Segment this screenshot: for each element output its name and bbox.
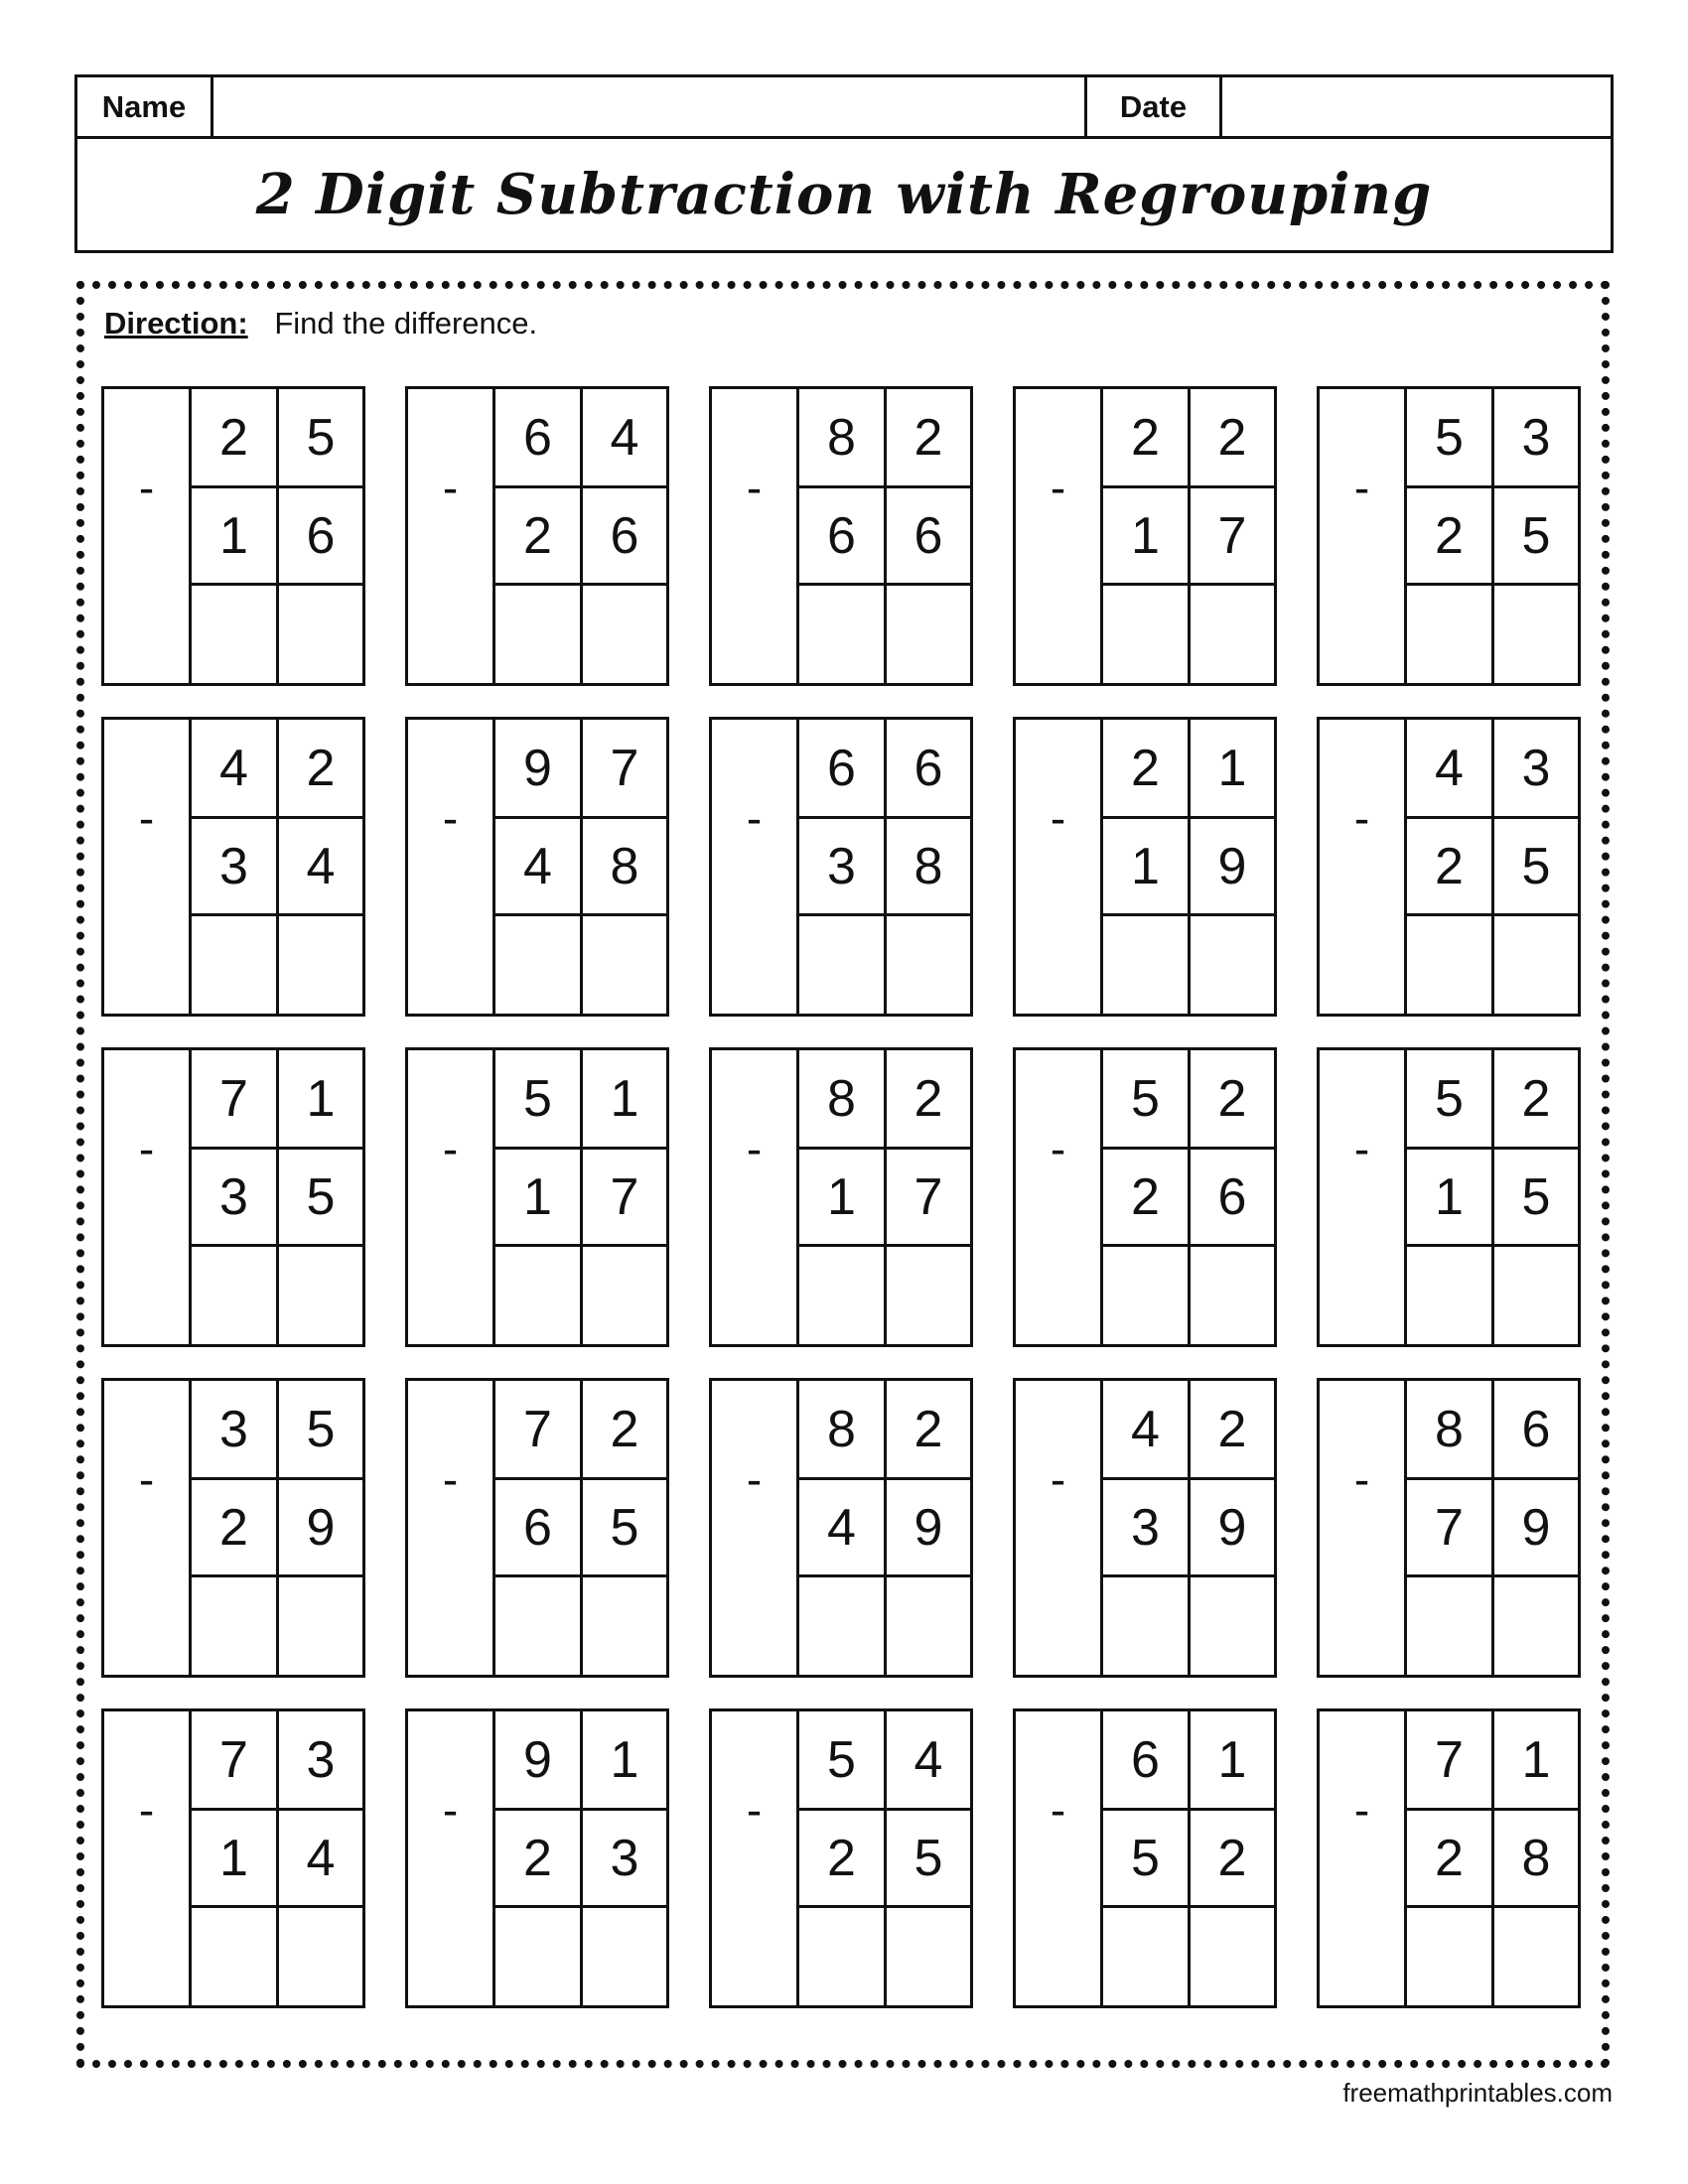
subtraction-problem bbox=[709, 1708, 973, 2008]
answer-tens-box[interactable] bbox=[1103, 1908, 1191, 2005]
minuend-ones-digit: 4 bbox=[583, 389, 666, 488]
answer-ones-box[interactable] bbox=[1494, 1908, 1578, 2005]
answer-tens-box[interactable] bbox=[1103, 586, 1191, 683]
minuend-ones-digit: 2 bbox=[583, 1381, 666, 1480]
subtrahend-ones-digit: 9 bbox=[1191, 1480, 1274, 1577]
subtrahend-tens-digit: 1 bbox=[1103, 819, 1191, 916]
subtrahend-ones-digit: 9 bbox=[279, 1480, 362, 1577]
answer-ones-box[interactable] bbox=[583, 586, 666, 683]
minus-sign: - bbox=[712, 389, 799, 586]
answer-ones-box[interactable] bbox=[1494, 1247, 1578, 1344]
subtrahend-tens-digit: 2 bbox=[1103, 1150, 1191, 1247]
subtrahend-ones-digit: 9 bbox=[1494, 1480, 1578, 1577]
answer-ones-box[interactable] bbox=[279, 586, 362, 683]
subtraction-problem bbox=[1317, 1708, 1581, 2008]
answer-sign-box[interactable] bbox=[408, 1247, 495, 1344]
minus-sign: - bbox=[1320, 1711, 1407, 1908]
subtrahend-tens-digit: 2 bbox=[1407, 488, 1494, 586]
answer-ones-box[interactable] bbox=[887, 1908, 970, 2005]
subtrahend-tens-digit: 1 bbox=[1407, 1150, 1494, 1247]
answer-tens-box[interactable] bbox=[495, 586, 583, 683]
minuend-ones-digit: 1 bbox=[1494, 1711, 1578, 1811]
subtrahend-ones-digit: 6 bbox=[279, 488, 362, 586]
answer-tens-box[interactable] bbox=[192, 916, 279, 1014]
subtraction-problem bbox=[1013, 386, 1277, 686]
direction-label: Direction: bbox=[104, 306, 248, 341]
answer-ones-box[interactable] bbox=[1494, 1577, 1578, 1675]
minuend-tens-digit: 9 bbox=[495, 720, 583, 819]
answer-tens-box[interactable] bbox=[495, 1908, 583, 2005]
answer-tens-box[interactable] bbox=[1407, 586, 1494, 683]
subtrahend-ones-digit: 3 bbox=[583, 1811, 666, 1908]
subtrahend-tens-digit: 2 bbox=[799, 1811, 887, 1908]
subtrahend-tens-digit: 4 bbox=[495, 819, 583, 916]
minuend-tens-digit: 8 bbox=[799, 1050, 887, 1150]
minuend-tens-digit: 5 bbox=[495, 1050, 583, 1150]
minuend-ones-digit: 2 bbox=[1191, 389, 1274, 488]
answer-sign-box[interactable] bbox=[712, 1247, 799, 1344]
minus-sign: - bbox=[1016, 389, 1103, 586]
minuend-ones-digit: 2 bbox=[887, 1381, 970, 1480]
worksheet-header bbox=[74, 74, 1614, 253]
minus-sign: - bbox=[1320, 389, 1407, 586]
subtrahend-tens-digit: 2 bbox=[495, 1811, 583, 1908]
subtrahend-ones-digit: 7 bbox=[583, 1150, 666, 1247]
answer-tens-box[interactable] bbox=[1407, 1908, 1494, 2005]
answer-ones-box[interactable] bbox=[583, 1577, 666, 1675]
minus-sign: - bbox=[1016, 1381, 1103, 1577]
minuend-ones-digit: 3 bbox=[1494, 720, 1578, 819]
subtrahend-ones-digit: 6 bbox=[1191, 1150, 1274, 1247]
subtrahend-tens-digit: 1 bbox=[1103, 488, 1191, 586]
answer-sign-box[interactable] bbox=[712, 586, 799, 683]
minuend-ones-digit: 6 bbox=[1494, 1381, 1578, 1480]
answer-sign-box[interactable] bbox=[1320, 1908, 1407, 2005]
minuend-ones-digit: 2 bbox=[887, 1050, 970, 1150]
minuend-ones-digit: 5 bbox=[279, 389, 362, 488]
minuend-ones-digit: 1 bbox=[583, 1711, 666, 1811]
minuend-ones-digit: 6 bbox=[887, 720, 970, 819]
minuend-ones-digit: 2 bbox=[279, 720, 362, 819]
minuend-ones-digit: 2 bbox=[1191, 1381, 1274, 1480]
answer-ones-box[interactable] bbox=[1494, 586, 1578, 683]
answer-ones-box[interactable] bbox=[1191, 1247, 1274, 1344]
answer-ones-box[interactable] bbox=[1191, 1908, 1274, 2005]
minuend-tens-digit: 7 bbox=[1407, 1711, 1494, 1811]
subtrahend-ones-digit: 4 bbox=[279, 819, 362, 916]
subtrahend-ones-digit: 5 bbox=[279, 1150, 362, 1247]
answer-ones-box[interactable] bbox=[1494, 916, 1578, 1014]
answer-ones-box[interactable] bbox=[279, 1908, 362, 2005]
answer-ones-box[interactable] bbox=[279, 1247, 362, 1344]
minuend-tens-digit: 2 bbox=[192, 389, 279, 488]
subtrahend-ones-digit: 2 bbox=[1191, 1811, 1274, 1908]
minuend-tens-digit: 8 bbox=[799, 389, 887, 488]
minuend-ones-digit: 2 bbox=[1494, 1050, 1578, 1150]
subtrahend-ones-digit: 6 bbox=[583, 488, 666, 586]
minuend-tens-digit: 7 bbox=[192, 1711, 279, 1811]
subtrahend-ones-digit: 5 bbox=[583, 1480, 666, 1577]
subtrahend-tens-digit: 1 bbox=[192, 1811, 279, 1908]
subtrahend-tens-digit: 3 bbox=[799, 819, 887, 916]
answer-sign-box[interactable] bbox=[1320, 1577, 1407, 1675]
problem-grid bbox=[101, 386, 1586, 2019]
minus-sign: - bbox=[104, 720, 192, 916]
minuend-tens-digit: 6 bbox=[799, 720, 887, 819]
subtraction-problem bbox=[101, 386, 365, 686]
answer-sign-box[interactable] bbox=[1016, 1908, 1103, 2005]
worksheet-title: 2 Digit Subtraction with Regrouping bbox=[255, 162, 1433, 227]
subtrahend-ones-digit: 5 bbox=[1494, 1150, 1578, 1247]
answer-tens-box[interactable] bbox=[799, 1247, 887, 1344]
minus-sign: - bbox=[712, 1711, 799, 1908]
minuend-tens-digit: 5 bbox=[1407, 1050, 1494, 1150]
minus-sign: - bbox=[712, 720, 799, 916]
subtraction-problem bbox=[405, 1708, 669, 2008]
minuend-tens-digit: 5 bbox=[799, 1711, 887, 1811]
minuend-ones-digit: 3 bbox=[279, 1711, 362, 1811]
minus-sign: - bbox=[408, 389, 495, 586]
minuend-ones-digit: 1 bbox=[1191, 1711, 1274, 1811]
subtrahend-ones-digit: 7 bbox=[887, 1150, 970, 1247]
subtrahend-tens-digit: 2 bbox=[192, 1480, 279, 1577]
subtrahend-tens-digit: 1 bbox=[192, 488, 279, 586]
minuend-tens-digit: 2 bbox=[1103, 389, 1191, 488]
subtraction-problem bbox=[1013, 1378, 1277, 1678]
answer-sign-box[interactable] bbox=[104, 586, 192, 683]
subtraction-problem bbox=[1013, 1047, 1277, 1347]
subtraction-problem bbox=[405, 717, 669, 1017]
answer-ones-box[interactable] bbox=[1191, 916, 1274, 1014]
answer-ones-box[interactable] bbox=[279, 1577, 362, 1675]
answer-ones-box[interactable] bbox=[279, 916, 362, 1014]
date-label: Date bbox=[1087, 77, 1222, 136]
answer-sign-box[interactable] bbox=[1016, 586, 1103, 683]
minuend-ones-digit: 4 bbox=[887, 1711, 970, 1811]
answer-sign-box[interactable] bbox=[104, 916, 192, 1014]
minuend-ones-digit: 5 bbox=[279, 1381, 362, 1480]
subtrahend-tens-digit: 1 bbox=[495, 1150, 583, 1247]
minus-sign: - bbox=[1016, 720, 1103, 916]
answer-sign-box[interactable] bbox=[1320, 916, 1407, 1014]
answer-sign-box[interactable] bbox=[712, 1577, 799, 1675]
subtrahend-ones-digit: 9 bbox=[887, 1480, 970, 1577]
subtraction-problem bbox=[101, 1047, 365, 1347]
subtraction-problem bbox=[101, 1708, 365, 2008]
minuend-tens-digit: 7 bbox=[495, 1381, 583, 1480]
subtrahend-tens-digit: 6 bbox=[495, 1480, 583, 1577]
answer-sign-box[interactable] bbox=[1320, 1247, 1407, 1344]
subtrahend-tens-digit: 2 bbox=[495, 488, 583, 586]
subtrahend-tens-digit: 3 bbox=[192, 819, 279, 916]
answer-tens-box[interactable] bbox=[192, 586, 279, 683]
subtrahend-tens-digit: 4 bbox=[799, 1480, 887, 1577]
answer-ones-box[interactable] bbox=[583, 916, 666, 1014]
subtrahend-ones-digit: 8 bbox=[583, 819, 666, 916]
subtrahend-tens-digit: 2 bbox=[1407, 1811, 1494, 1908]
subtrahend-ones-digit: 8 bbox=[887, 819, 970, 916]
minus-sign: - bbox=[408, 1711, 495, 1908]
subtrahend-ones-digit: 5 bbox=[1494, 488, 1578, 586]
minuend-tens-digit: 6 bbox=[1103, 1711, 1191, 1811]
answer-sign-box[interactable] bbox=[408, 1908, 495, 2005]
answer-ones-box[interactable] bbox=[887, 1577, 970, 1675]
minuend-tens-digit: 9 bbox=[495, 1711, 583, 1811]
answer-tens-box[interactable] bbox=[799, 586, 887, 683]
minus-sign: - bbox=[408, 1050, 495, 1247]
minuend-ones-digit: 2 bbox=[887, 389, 970, 488]
answer-sign-box[interactable] bbox=[104, 1577, 192, 1675]
name-field[interactable] bbox=[213, 77, 1087, 136]
subtraction-problem bbox=[1013, 717, 1277, 1017]
minus-sign: - bbox=[1320, 720, 1407, 916]
minuend-tens-digit: 5 bbox=[1103, 1050, 1191, 1150]
minus-sign: - bbox=[408, 1381, 495, 1577]
subtraction-problem bbox=[709, 1047, 973, 1347]
minus-sign: - bbox=[1320, 1381, 1407, 1577]
answer-sign-box[interactable] bbox=[1016, 916, 1103, 1014]
direction-line bbox=[104, 306, 537, 341]
answer-sign-box[interactable] bbox=[712, 1908, 799, 2005]
answer-tens-box[interactable] bbox=[495, 916, 583, 1014]
subtrahend-ones-digit: 5 bbox=[1494, 819, 1578, 916]
answer-tens-box[interactable] bbox=[1103, 1577, 1191, 1675]
minuend-tens-digit: 5 bbox=[1407, 389, 1494, 488]
subtrahend-tens-digit: 7 bbox=[1407, 1480, 1494, 1577]
answer-ones-box[interactable] bbox=[887, 916, 970, 1014]
minuend-ones-digit: 1 bbox=[1191, 720, 1274, 819]
answer-tens-box[interactable] bbox=[1407, 1247, 1494, 1344]
name-date-row bbox=[77, 77, 1611, 139]
minuend-ones-digit: 2 bbox=[1191, 1050, 1274, 1150]
minus-sign: - bbox=[1320, 1050, 1407, 1247]
answer-ones-box[interactable] bbox=[583, 1247, 666, 1344]
answer-ones-box[interactable] bbox=[1191, 586, 1274, 683]
subtraction-problem bbox=[101, 717, 365, 1017]
minuend-tens-digit: 8 bbox=[1407, 1381, 1494, 1480]
minuend-tens-digit: 4 bbox=[1407, 720, 1494, 819]
subtrahend-tens-digit: 3 bbox=[1103, 1480, 1191, 1577]
minuend-ones-digit: 1 bbox=[279, 1050, 362, 1150]
answer-sign-box[interactable] bbox=[712, 916, 799, 1014]
subtrahend-ones-digit: 8 bbox=[1494, 1811, 1578, 1908]
minuend-tens-digit: 8 bbox=[799, 1381, 887, 1480]
site-credit: freemathprintables.com bbox=[1342, 2078, 1613, 2108]
answer-tens-box[interactable] bbox=[495, 1577, 583, 1675]
minuend-ones-digit: 3 bbox=[1494, 389, 1578, 488]
subtrahend-ones-digit: 9 bbox=[1191, 819, 1274, 916]
minus-sign: - bbox=[1016, 1050, 1103, 1247]
answer-tens-box[interactable] bbox=[1103, 1247, 1191, 1344]
subtrahend-ones-digit: 6 bbox=[887, 488, 970, 586]
answer-sign-box[interactable] bbox=[408, 586, 495, 683]
date-field[interactable] bbox=[1222, 77, 1611, 136]
subtraction-problem bbox=[1317, 1378, 1581, 1678]
subtraction-problem bbox=[405, 1047, 669, 1347]
direction-text: Find the difference. bbox=[274, 306, 538, 341]
minus-sign: - bbox=[104, 1381, 192, 1577]
subtraction-problem bbox=[101, 1378, 365, 1678]
answer-sign-box[interactable] bbox=[1016, 1247, 1103, 1344]
answer-tens-box[interactable] bbox=[1103, 916, 1191, 1014]
minus-sign: - bbox=[712, 1050, 799, 1247]
subtrahend-ones-digit: 4 bbox=[279, 1811, 362, 1908]
subtraction-problem bbox=[709, 717, 973, 1017]
minuend-tens-digit: 6 bbox=[495, 389, 583, 488]
answer-tens-box[interactable] bbox=[799, 916, 887, 1014]
answer-tens-box[interactable] bbox=[192, 1577, 279, 1675]
subtrahend-tens-digit: 6 bbox=[799, 488, 887, 586]
minuend-tens-digit: 7 bbox=[192, 1050, 279, 1150]
minuend-tens-digit: 2 bbox=[1103, 720, 1191, 819]
subtraction-problem bbox=[709, 1378, 973, 1678]
subtrahend-ones-digit: 7 bbox=[1191, 488, 1274, 586]
subtraction-problem bbox=[1013, 1708, 1277, 2008]
answer-tens-box[interactable] bbox=[799, 1908, 887, 2005]
minus-sign: - bbox=[1016, 1711, 1103, 1908]
answer-sign-box[interactable] bbox=[1320, 586, 1407, 683]
answer-ones-box[interactable] bbox=[887, 586, 970, 683]
answer-tens-box[interactable] bbox=[192, 1908, 279, 2005]
subtrahend-tens-digit: 5 bbox=[1103, 1811, 1191, 1908]
minus-sign: - bbox=[408, 720, 495, 916]
subtrahend-tens-digit: 1 bbox=[799, 1150, 887, 1247]
subtrahend-tens-digit: 2 bbox=[1407, 819, 1494, 916]
minuend-ones-digit: 1 bbox=[583, 1050, 666, 1150]
answer-tens-box[interactable] bbox=[1407, 1577, 1494, 1675]
answer-ones-box[interactable] bbox=[887, 1247, 970, 1344]
answer-tens-box[interactable] bbox=[192, 1247, 279, 1344]
minuend-ones-digit: 7 bbox=[583, 720, 666, 819]
minuend-tens-digit: 3 bbox=[192, 1381, 279, 1480]
answer-tens-box[interactable] bbox=[1407, 916, 1494, 1014]
answer-sign-box[interactable] bbox=[104, 1908, 192, 2005]
subtraction-problem bbox=[405, 386, 669, 686]
minus-sign: - bbox=[712, 1381, 799, 1577]
minus-sign: - bbox=[104, 1050, 192, 1247]
subtraction-problem bbox=[1317, 717, 1581, 1017]
answer-tens-box[interactable] bbox=[495, 1247, 583, 1344]
answer-tens-box[interactable] bbox=[799, 1577, 887, 1675]
minus-sign: - bbox=[104, 1711, 192, 1908]
answer-ones-box[interactable] bbox=[1191, 1577, 1274, 1675]
minuend-tens-digit: 4 bbox=[1103, 1381, 1191, 1480]
subtrahend-ones-digit: 5 bbox=[887, 1811, 970, 1908]
subtraction-problem bbox=[1317, 1047, 1581, 1347]
answer-sign-box[interactable] bbox=[104, 1247, 192, 1344]
answer-sign-box[interactable] bbox=[1016, 1577, 1103, 1675]
subtrahend-tens-digit: 3 bbox=[192, 1150, 279, 1247]
subtraction-problem bbox=[1317, 386, 1581, 686]
answer-sign-box[interactable] bbox=[408, 1577, 495, 1675]
minus-sign: - bbox=[104, 389, 192, 586]
answer-sign-box[interactable] bbox=[408, 916, 495, 1014]
answer-ones-box[interactable] bbox=[583, 1908, 666, 2005]
minuend-tens-digit: 4 bbox=[192, 720, 279, 819]
name-label: Name bbox=[77, 77, 213, 136]
subtraction-problem bbox=[709, 386, 973, 686]
subtraction-problem bbox=[405, 1378, 669, 1678]
